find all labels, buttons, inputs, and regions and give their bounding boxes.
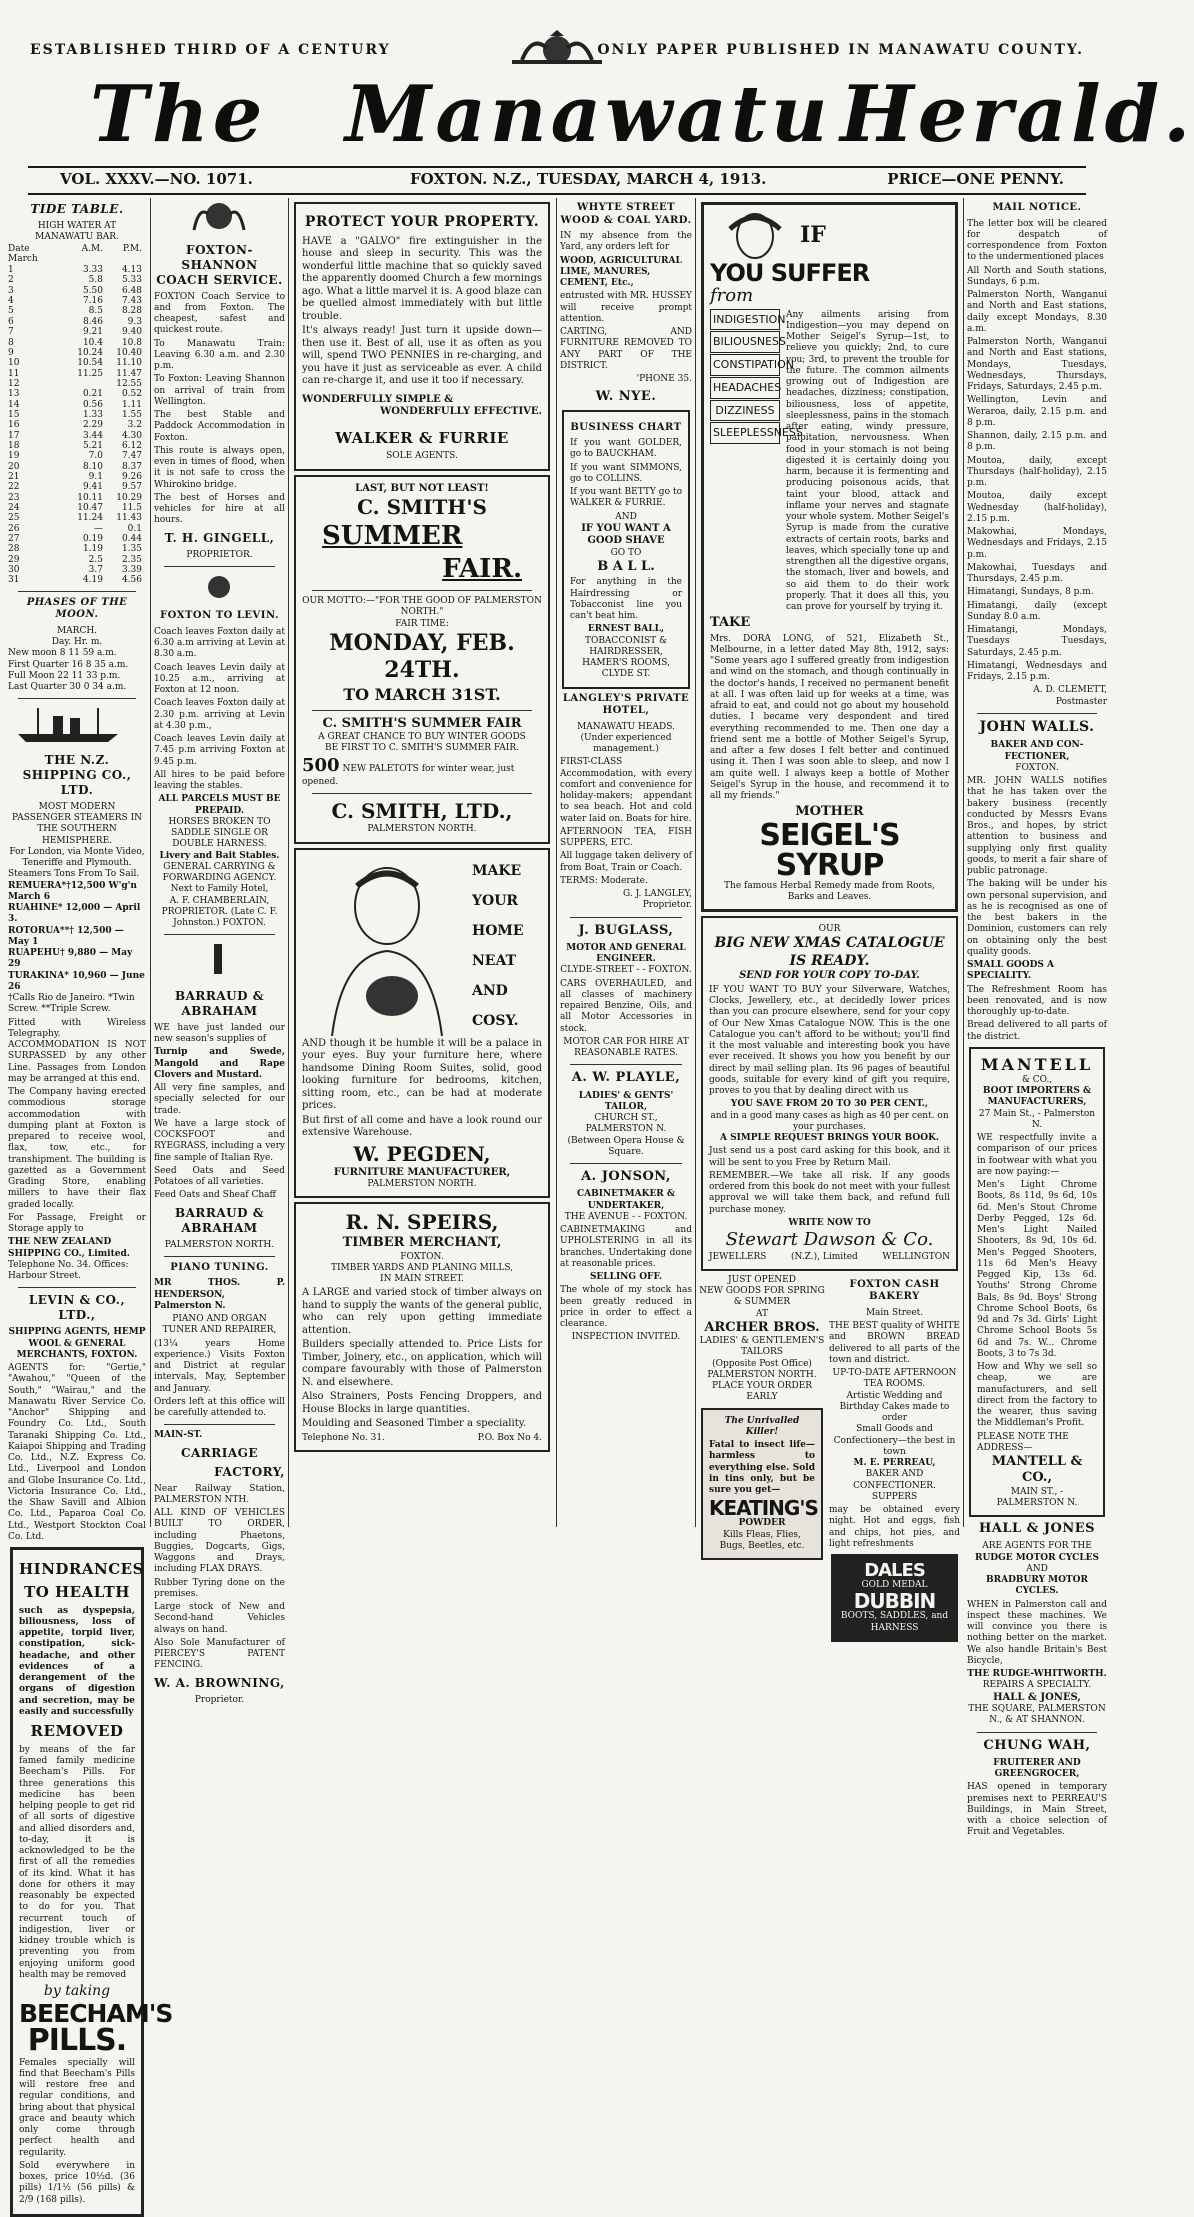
ailment-list: INDIGESTION BILIOUSNESS CONSTIPATION HEADACHES DIZZINESS SLEEPLESSNESS	[710, 308, 780, 616]
column-3	[292, 198, 552, 1527]
column-6: MAIL NOTICE. The letter box will be cleared for despatch of correspondence from Foxton to the undermentioned places All North and South stations, Sundays, 6 p.m. Palmerston North, Wanganui and North and East stations, daily except Mondays, 8.30 a.m. Palmerston North, Wanganui and North and East stations, Mondays, Tuesdays, Wednesdays, Thursdays, Fridays, Saturdays, 2.45 p.m. Wellington, Levin and Weraroa, daily, 2.15 p.m. and 8 p.m. Shannon, daily, 2.15 p.m. and 8 p.m. Moutoa, daily, except Thursdays (half-holiday), 2.15 p.m. Moutoa, daily except Wednesday (half-holiday), 2.15 p.m. Makowhai, Mondays, Wednesdays and Fridays, 2.15 p.m. Makowhai, Tuesdays and Thursdays, 2.45 p.m. Himatangi, Sundays, 8 p.m. Himatangi, daily (except Sunday 8.0 a.m. Himatangi, Mondays, Tuesdays Tuesdays, Saturdays, 2.45 p.m. Himatangi, Wednesdays and Fridays, 2.15 p.m. A. D. CLEMETT, Postmaster JOHN WALLS. BAKER AND CON- FECTIONER, FOXTON. MR. JOHN WALLS notifies that he has taken over the bakery business (recently conducted by Messrs Evans Bros., and hopes, by strict attention to business and supplying only first quality goods, to merit a fair share of public patronage. The baking will be under his own personal supervision, and as he is recognised as one of the best bakers in the Dominion, customers can rely on obtaining only the best quality goods. SMALL GOODS A SPECIALITY. The Refreshment Room has been renovated, and is now thoroughly up-to-date. Bread delivered to all parts of the district. MANTELL & CO., BOOT IMPORTERS & MANUFACTURERS, 27 Main St., - Palmerston N. WE respectfully invite a comparison of our prices in footwear with what you are now paying:— Men's Light Chrome Boots, 8s 11d, 9s 6d, 10s 6d. Men's Stout Chrome Derby Pegged, 12s 6d. Men's Light Nailed Shooters, 8s 9d, 10s 6d. Men's Pegged Shooters, 11s 6d Men's Heavy Pegged Kip, 13s 6d. Youths' Strong Chrome Bals, 8s 9d. Boys' Strong Chrome School Boots, 6s 9d and 7s 3d. Girls' Light Chrome School Boots 5s 6d and 7s. W... Chrome Boots, 3 to 7s 3d. How and Why we sell so cheap, we are manufacturers, and sell direct from the factory to the wearer, thus saving the Middleman's Profit. PLEASE NOTE THE ADDRESS— MANTELL & CO., MAIN ST., - PALMERSTON N. HALL & JONES ARE AGENTS FOR THE RUDGE MOTOR CYCLES AND BRADBURY MOTOR CYCLES. WHEN in Palmerston call and inspect these machines. We will convince you there is nothing better on the market. We also handle Britain's Best Bicycle, THE RUDGE-WHITWORTH. REPAIRS A SPECIALTY. HALL & JONES, THE SQUARE, PALMERSTON N., & AT SHANNON. CHUNG WAH, FRUITERER AND GREENGROCER, HAS opened in temporary premises next to PERREAU'S Buildings, in Main Street, with a choice selection of Fruit and Vegetables.	[967, 202, 1107, 1838]
piano-title: PIANO TUNING.	[170, 1261, 269, 1273]
tide-row: 1 3.33 4.13	[8, 265, 142, 276]
moon-row: Full Moon 22 11 33 p.m.	[8, 670, 121, 681]
hall-jones-title: HALL & JONES	[978, 1521, 1096, 1536]
tide-row: 17 3.44 4.30	[8, 430, 142, 441]
tide-row: 13 0.21 0.52	[8, 389, 142, 400]
nye-name: W. NYE.	[595, 389, 657, 405]
levin-body: AGENTS for: "Gertie," "Awahou," "Queen of the South," "Wairau," and the Manawatu River Service Co. "Anchor" Shipping and Foundry Co. Ltd., South Taranaki Shipping Co. Ltd., Kaiapoi Shipping and Trading Co. Ltd., N.Z. Express Co. Ltd., Liverpool and London and Globe Insurance Co. Ltd., Victoria Insurance Co. Ltd., the Shaw Savill and Albion Co. Ltd., Paparoa Coal Co. Ltd., Westport Stockton Coal Co. Ltd.	[8, 1363, 146, 1542]
title-the: The	[90, 69, 267, 160]
tide-heading: TIDE TABLE.	[30, 202, 124, 216]
business-chart-ad: BUSINESS CHART If you want GOLDER, go to BAUCKHAM. If you want SIMMONS, go to COLLINS. If you want BETTY go to WALKER & FURRIE. AND IF YOU WANT A GOOD SHAVE GO TO B A L L. For anything in the Hairdressing or Tobacconist line you can't beat him. ERNEST BALL, TOBACCONIST & HAIRDRESSER, HAMER'S ROOMS, CLYDE ST.	[562, 410, 690, 689]
column-rule	[150, 198, 151, 1527]
moon-row: New moon 8 11 59 a.m.	[8, 648, 117, 659]
nz-shipping-title: THE N.Z. SHIPPING CO., LTD.	[22, 752, 132, 797]
xmas-catalogue-ad: OUR BIG NEW XMAS CATALOGUE IS READY. SEND FOR YOUR COPY TO-DAY. IF YOU WANT TO BUY your Silverware, Watches, Clocks, Jewellery, etc., at decidedly lower prices than you can procure elsewhere, send for your copy of Our New Xmas Catalogue NOW. This is the one Catalogue you can't afford to be without; you'll find it the most valuable and interesting book you have ever received. It shows you how you benefit by our direct by mail selling plan. Its 96 pages of beautiful goods, suitable for every kind of gift you require, proves to you that by dealing direct with us YOU SAVE FROM 20 TO 30 PER CENT., and in a good many cases as high as 40 per cent. on your purchases. A SIMPLE REQUEST BRINGS YOUR BOOK. Just send us a post card asking for this book, and it will be sent to you Free by Return Mail. REMEMBER.—We take all risk. If any goods ordered from this book do not meet with your fullest approval we will take them back, and refund full purchase money. WRITE NOW TO Stewart Dawson & Co. JEWELLERS (N.Z.), Limited WELLINGTON	[701, 916, 958, 1271]
tide-row: 10 10.54 11.10	[8, 358, 142, 369]
nz-shipping-table-head: Steamers Tons From To Sail.	[8, 869, 140, 880]
tide-row: 21 9.1 9.26	[8, 471, 142, 482]
tide-row: 23 10.11 10.29	[8, 492, 142, 503]
tide-row: 3 5.50 6.48	[8, 285, 142, 296]
hand-pointer-icon	[154, 940, 285, 980]
cash-bakery-ad: FOXTON CASH BAKERY Main Street. THE BEST quality of WHITE and BROWN BREAD delivered to all parts of the town and district. UP-TO-DATE AFTERNOON TEA ROOMS. Artistic Wedding and Birthday Cakes made to order Small Goods and Confectionery—the best in town M. E. PERREAU, BAKER AND CONFECTIONER. SUPPERS may be obtained every night. Hot and eggs, fish and chips, hot pies, and light refreshments DALES GOLD MEDAL DUBBIN BOOTS, SADDLES, and HARNESS	[829, 1275, 960, 1646]
tide-row: 11 11.25 11.47	[8, 368, 142, 379]
column-2: FOXTON-SHANNON COACH SERVICE. FOXTON Coach Service to and from Foxton. The cheapest, safest and quickest route. To Manawatu Train: Leaving 6.30 a.m. and 2.30 p.m. To Foxton: Leaving Shannon on arrival of train from Wellington. The best Stable and Paddock Accommodation in Foxton. This route is always open, even in times of flood, when it is not safe to cross the Whirokino bridge. The best of Horses and vehicles for hire at all hours. T. H. GINGELL, PROPRIETOR. FOXTON TO LEVIN. Coach leaves Foxton daily at 6.30 a.m arriving at Levin at 8.30 a.m. Coach leaves Levin daily at 10.25 a.m., arriving at Foxton at 12 noon. Coach leaves Foxton daily at 2.30 p.m. arriving at Levin at 4.30 p.m., Coach leaves Levin daily at 7.45 p.m arriving Foxton at 9.45 p.m. All hires to be paid before leaving the stables. ALL PARCELS MUST BE PREPAID. HORSES BROKEN TO SADDLE SINGLE OR DOUBLE HARNESS. Livery and Bait Stables. GENERAL CARRYING & FORWARDING AGENCY. Next to Family Hotel, A. F. CHAMBERLAIN, PROPRIETOR. (Late C. F. Johnston.) FOXTON. BARRAUD & ABRAHAM WE have just landed our new season's supplies of Turnip and Swede, Mangold and Rape Clovers and Mustard. All very fine samples, and specially selected for our trade. We have a large stock of COCKSFOOT and RYEGRASS, including a very fine sample of Italian Rye. Seed Oats and Seed Potatoes of all varieties. Feed Oats and Sheaf Chaff BARRAUD & ABRAHAM PALMERSTON NORTH. PIANO TUNING. MR THOS. P. HENDERSON, Palmerston N. PIANO AND ORGAN TUNER AND REPAIRER, (13¼ years Home experience.) Visits Foxton and District at regular intervals, May, September and January. Orders left at this office will be carefully attended to. MAIN-ST. CARRIAGE FACTORY, Near Railway Station, PALMERSTON NTH. ALL KIND OF VEHICLES BUILT TO ORDER, including Phaetons, Buggies, Dogcarts, Gigs, Waggons and Drays, including FLAX DRAYS. Rubber Tyring done on the premises. Large stock of New and Second-hand Vehicles always on hand. Also Sole Manufacturer of PIERCEY'S PATENT FENCING. W. A. BROWNING, Proprietor.	[154, 198, 285, 1527]
tide-row: 8 10.4 10.8	[8, 337, 142, 348]
tide-header-row: Date A.M. P.M.	[8, 243, 142, 254]
nz-shipping-body: Fitted with Wireless Telegraphy. ACCOMMODATION IS NOT SURPASSED by any other Line. Passages from London may be arranged at this end.	[8, 1017, 146, 1084]
mail-row: Wellington, Levin and Weraroa, daily, 2.15 p.m. and 8 p.m.	[967, 395, 1107, 428]
column-rule	[556, 198, 557, 1527]
moon-row: Last Quarter 30 0 34 a.m.	[8, 682, 127, 692]
tide-row: 5 8.5 8.28	[8, 306, 142, 317]
moon-cols: Day. Hr. m.	[51, 637, 103, 647]
sailing-row: TURAKINA* 10,960 — June 26	[8, 970, 145, 992]
barraud-title: BARRAUD & ABRAHAM	[174, 988, 265, 1018]
nz-shipping-body-2: The Company having erected commodious storage accommodation with dumping plant at Foxton is prepared to receive wool, flax, tow, etc., for transhipment. The building is gazetted as a Government Grading Store, enabling millers to have their flax graded locally.	[8, 1087, 146, 1210]
nz-shipping-apply: For Passage, Freight or Storage apply to	[8, 1212, 146, 1234]
mail-row: Himatangi, Wednesdays and Fridays, 2.15 p.m.	[967, 660, 1107, 682]
tide-row: 20 8.10 8.37	[8, 461, 142, 472]
column-rule	[963, 198, 964, 1527]
tide-row: 15 1.33 1.55	[8, 409, 142, 420]
dales-dubbin-ad: DALES GOLD MEDAL DUBBIN BOOTS, SADDLES, and HARNESS	[831, 1554, 958, 1642]
tide-row: 28 1.19 1.35	[8, 544, 142, 555]
column-rule	[695, 198, 696, 1527]
john-walls-title: JOHN WALLS.	[979, 718, 1095, 735]
seigels-syrup-brand: SEIGEL'S SYRUP	[759, 817, 900, 883]
nz-shipping-tel: Telephone No. 34. Offices: Harbour Street.	[8, 1259, 129, 1281]
moon-month: MARCH.	[56, 625, 98, 636]
title-manawatu: Manawatu	[345, 69, 832, 160]
chung-wah-title: CHUNG WAH,	[983, 1737, 1091, 1753]
mail-row: Himatangi, Sundays, 8 p.m.	[967, 587, 1094, 598]
coach-title: FOXTON-SHANNON COACH SERVICE.	[156, 242, 283, 287]
levin-title: LEVIN & CO., LTD.,	[28, 1293, 126, 1323]
tide-table	[8, 265, 146, 586]
mail-row: Shannon, daily, 2.15 p.m. and 8 p.m.	[967, 431, 1107, 453]
tide-row: 7 9.21 9.40	[8, 327, 142, 338]
man-pointing-illustration	[302, 856, 472, 1036]
mail-row: Palmerston North, Wanganui and North and East stations, Mondays, Tuesdays, Wednesdays, Thursdays, Fridays, Saturdays, 2.45 p.m.	[967, 337, 1107, 392]
nz-shipping-route: For London, via Monte Video, Teneriffe and Plymouth.	[9, 846, 145, 868]
tide-row: 30 3.7 3.39	[8, 565, 142, 576]
tide-row: 16 2.29 3.2	[8, 420, 142, 431]
keatings-ad: The Unrivalled Killer! Fatal to insect life—harmless to everything else. Sold in tins only, but be sure you get— KEATING'S POWDER Kills Fleas, Flies, Bugs, Beetles, etc.	[701, 1408, 823, 1561]
tide-row: 22 9.41 9.57	[8, 482, 142, 493]
sailing-row: ROTORUA**† 12,500 — May 1	[8, 925, 124, 947]
mail-row: Makowhai, Tuesdays and Thursdays, 2.45 p.m.	[967, 562, 1107, 584]
royal-arms-icon	[154, 198, 285, 234]
mail-row: Makowhai, Mondays, Wednesdays and Fridays, 2.15 p.m.	[967, 527, 1107, 560]
tide-row: 4 7.16 7.43	[8, 296, 142, 307]
sailing-row: REMUERA*†12,500 W'g'n March 6	[8, 880, 137, 902]
tide-row: 14 0.56 1.11	[8, 399, 142, 410]
established-line: ESTABLISHED THIRD OF A CENTURY	[30, 42, 391, 58]
column-4: WHYTE STREET WOOD & COAL YARD. IN my absence from the Yard, any orders left for WOOD, AGRICULTURAL LIME, MANURES, CEMENT, Etc., entrusted with MR. HUSSEY will receive prompt attention. CARTING, AND FURNITURE REMOVED TO ANY PART OF THE DISTRICT. 'PHONE 35. W. NYE. BUSINESS CHART If you want GOLDER, go to BAUCKHAM. If you want SIMMONS, go to COLLINS. If you want BETTY go to WALKER & FURRIE. AND IF YOU WANT A GOOD SHAVE GO TO B A L L. For anything in the Hairdressing or Tobacconist line you can't beat him. ERNEST BALL, TOBACCONIST & HAIRDRESSER, HAMER'S ROOMS, CLYDE ST. LANGLEY'S PRIVATE HOTEL, MANAWATU HEADS. (Under experienced management.) FIRST-CLASS Accommodation, with every comfort and convenience for holiday-makers; appendant to sea beach. Hot and cold water laid on. Boats for hire. AFTERNOON TEA, FISH SUPPERS, ETC. All luggage taken delivery of from Boat, Train or Coach. TERMS: Moderate. G. J. LANGLEY, Proprietor. J. BUGLASS, MOTOR AND GENERAL ENGINEER. CLYDE-STREET - - FOXTON. CARS OVERHAULED, and all classes of machinery repaired Benzine, Oils, and all Motor Accessories in stock. MOTOR CAR FOR HIRE AT REASONABLE RATES. A. W. PLAYLE, LADIES' & GENTS' TAILOR, CHURCH ST., PALMERSTON N. (Between Opera House & Square. A. JONSON, CABINETMAKER & UNDERTAKER, THE AVENUE - - FOXTON. CABINETMAKING and UPHOLSTERING in all its branches. Undertaking done at reasonable prices. SELLING OFF. The whole of my stock has been greatly reduced in price in order to effect a clearance. INSPECTION INVITED.	[560, 202, 692, 1343]
tide-row: 6 8.46 9.3	[8, 316, 142, 327]
column-rule	[288, 198, 289, 1527]
tide-row: 25 11.24 11.43	[8, 513, 142, 524]
mail-notice-title: MAIL NOTICE.	[992, 202, 1082, 213]
beecham-ad: HINDRANCES TO HEALTH such as dyspepsia, biliousness, loss of appetite, torpid liver, constipation, sick-headache, and other evidences of a derangement of the organs of digestion and secretion, may be easily and successfully REMOVED by means of the far famed family medicine Beecham's Pills. For three generations this medicine has been helping people to get rid of all sorts of digestive and allied disorders and, to-day, it is acknowledged to be the first of all the remedies of its kind. What it has done for others it may reasonably be expected to do for you. That recurrent touch of indigestion, liver or kidney trouble which is preventing you from enjoying uniform good health may be removed by taking BEECHAM'S PILLS. Females specially will find that Beecham's Pills will restore free and regular conditions, and bring about that physical grace and beauty which only come through perfect health and regularity. Sold everywhere in boxes, price 10½d. (36 pills) 1/1½ (56 pills) & 2/9 (168 pills).	[10, 1547, 144, 2217]
mail-row: Moutoa, daily, except Thursdays (half-holiday), 2.15 p.m.	[967, 455, 1107, 488]
masthead-rule-bottom	[28, 193, 1086, 195]
carriage-title: CARRIAGE	[180, 1445, 259, 1460]
nz-shipping-company: THE NEW ZEALAND SHIPPING CO., Limited.	[8, 1237, 130, 1259]
beechams-brand: BEECHAM'S	[19, 1998, 173, 2028]
column-5	[699, 198, 960, 1633]
tide-row: 31 4.19 4.56	[8, 575, 142, 586]
column-1	[8, 198, 173, 2205]
tide-row: 12 12.55	[8, 378, 142, 389]
nz-shipping-sub: MOST MODERN PASSENGER STEAMERS IN THE SOUTHERN HEMISPHERE.	[12, 801, 142, 846]
only-paper-line: ONLY PAPER PUBLISHED IN MANAWATU COUNTY.	[597, 42, 1084, 58]
pegden-ad: MAKE YOUR HOME NEAT AND COSY. AND though it be humble it will be a palace in your eyes. Buy your furniture here, where handsome Dining Room Suites, solid, good looking furniture for bedrooms, kitchen, sitting room, etc., can be had at moderate prices. But first of all come and have a look round our extensive Warehouse. W. PEGDEN, FURNITURE MANUFACTURER, PALMERSTON NORTH.	[294, 848, 550, 1199]
steamship-icon	[8, 704, 128, 744]
coat-of-arms-icon	[502, 30, 612, 66]
moon-row: First Quarter 16 8 35 a.m.	[8, 659, 129, 670]
tide-row: 2 5.8 5.33	[8, 275, 142, 286]
levin-sub: SHIPPING AGENTS, HEMP WOOL & GENERAL MERCHANTS, FOXTON.	[8, 1327, 146, 1360]
tide-row: 19 7.0 7.47	[8, 451, 142, 462]
title-herald: Herald.	[840, 69, 1194, 160]
moon-heading: PHASES OF THE MOON.	[26, 596, 128, 621]
masthead-title	[0, 69, 1194, 160]
archer-bros-ad: JUST OPENED NEW GOODS FOR SPRING & SUMMER AT ARCHER BROS. LADIES' & GENTLEMEN'S TAILORS (Opposite Post Office) PALMERSTON NORTH. PLACE YOUR ORDER EARLY The Unrivalled Killer! Fatal to insect life—harmless to everything else. Sold in tins only, but be sure you get— KEATING'S POWDER Kills Fleas, Flies, Bugs, Beetles, etc.	[699, 1275, 825, 1646]
mail-row: All North and South stations, Sundays, 6 p.m.	[967, 265, 1107, 287]
speirs-ad: R. N. SPEIRS, TIMBER MERCHANT, FOXTON. TIMBER YARDS AND PLANING MILLS, IN MAIN STREET. A LARGE and varied stock of timber always on hand to supply the wants of the general public, who can rely upon getting immediate attention. Builders specially attended to. Price Lists for Timber, Joinery, etc., on application, which will compare favourably with those of Palmerston N. and elsewhere. Also Strainers, Posts Fencing Droppers, and House Blocks in large quantities. Moulding and Seasoned Timber a speciality. Telephone No. 31. P.O. Box No 4.	[294, 1202, 550, 1452]
mail-row: Moutoa, daily except Wednesday (half-holiday), 2.15 p.m.	[967, 491, 1107, 524]
tide-row: 9 10.24 10.40	[8, 347, 142, 358]
mail-schedule	[967, 266, 1107, 684]
tide-row: 27 0.19 0.44	[8, 534, 142, 545]
price: PRICE—ONE PENNY.	[887, 170, 1064, 188]
sailing-notes: †Calls Rio de Janeiro. *Twin Screw. **Triple Screw.	[8, 993, 135, 1015]
masthead-rule-top	[28, 166, 1086, 168]
volume-number: VOL. XXXV.—NO. 1071.	[60, 170, 253, 188]
mantell-ad: MANTELL & CO., BOOT IMPORTERS & MANUFACTURERS, 27 Main St., - Palmerston N. WE respectfully invite a comparison of our prices in footwear with what you are now paying:— Men's Light Chrome Boots, 8s 11d, 9s 6d, 10s 6d. Men's Stout Chrome Derby Pegged, 12s 6d. Men's Light Nailed Shooters, 8s 9d, 10s 6d. Men's Pegged Shooters, 11s 6d Men's Heavy Pegged Kip, 13s 6d. Youths' Strong Chrome Bals, 8s 9d. Boys' Strong Chrome School Boots, 6s 9d and 7s 3d. Girls' Light Chrome School Boots 5s 6d and 7s. W... Chrome Boots, 3 to 7s 3d. How and Why we sell so cheap, we are manufacturers, and sell direct from the factory to the wearer, thus saving the Middleman's Profit. PLEASE NOTE THE ADDRESS— MANTELL & CO., MAIN ST., - PALMERSTON N.	[969, 1047, 1105, 1517]
royal-arms-icon	[154, 572, 285, 602]
seigels-syrup-ad: IF YOU SUFFER from INDIGESTION BILIOUSNESS CONSTIPATION HEADACHES DIZZINESS SLEEPLESSNESS Any ailments arising from Indigestion—you may depend on Mother Seigel's Syrup—1st, to relieve you quickly; 2nd, to cure you; 3rd, to prevent the trouble for the future. The common ailments growing out of Indigestion are headaches, dizziness; constipation, biliousness, loss of appetite, sleeplessness, pains in the stomach after eating, windy pressure, palpitation, nervousness. When food in your stomach is not being digested it is certainly doing you harm, because it is fermenting and producing poisonous acids, that taint your blood, attack and inflame your nerves and stagnate your whole system. Mother Seigel's Syrup is made from the curative extracts of certain roots, barks and leaves, which specially tone up and strengthen all the digestive organs, the stomach, liver and bowels, and so aid them to do their work properly. That it does all this, you can prove for yourself by trying it. TAKE Mrs. DORA LONG, of 521, Elizabeth St., Melbourne, in a letter dated May 8th, 1912, says: "Some years ago I suffered greatly from indigestion and wind on the stomach, and though continually in the doctor's hands, I received no permanent benefit at all. I was often laid up for weeks at a time, was afraid to eat, and could not go about my household duties. I became very despondent and tired everything recommended to me. Then one day a friend sent me a bottle of Mother Seigel's Syrup, and after a few doses I felt better and continued using it. Then I was soon able to sleep, and now I am quite well. I always keep a bottle of Mother Seigel's Syrup in the house, and recommend it to all my friends." MOTHER SEIGEL'S SYRUP The famous Herbal Remedy made from Roots, Barks and Leaves.	[701, 202, 958, 912]
smith-summer-fair-ad: LAST, BUT NOT LEAST! C. SMITH'S SUMMER FAIR. OUR MOTTO:—"FOR THE GOOD OF PALMERSTON NORTH." FAIR TIME: MONDAY, FEB. 24TH. TO MARCH 31ST. C. SMITH'S SUMMER FAIR A GREAT CHANCE TO BUY WINTER GOODS BE FIRST TO C. SMITH'S SUMMER FAIR. 500 NEW PALETOTS for winter wear, just opened. C. SMITH, LTD., PALMERSTON NORTH.	[294, 475, 550, 844]
mail-row: Himatangi, daily (except Sunday 8.0 a.m.	[967, 600, 1107, 622]
sailing-row: RUAHINE* 12,000 — April 3.	[8, 903, 141, 925]
protect-property-ad: PROTECT YOUR PROPERTY. HAVE a "GALVO" fire extinguisher in the house and sleep in security. This was the wonderful little machine that so quickly saved the apparently doomed Church a few mornings ago. What a little marvel it is. A good blaze can be quelled almost immediately with but little trouble. It's always ready! Just turn it upside down—then use it. Best of all, use it as often as you will, spend TWO PENNIES in re-charging, and you have it just as serviceable as ever. A child can re-charge it, and use it too if necessary. WONDERFULLY SIMPLE & WONDERFULLY EFFECTIVE. WALKER & FURRIE SOLE AGENTS.	[294, 202, 550, 471]
tide-row: 29 2.5 2.35	[8, 554, 142, 565]
dateline	[30, 170, 1084, 192]
tide-row: 18 5.21 6.12	[8, 440, 142, 451]
sailing-row: RUAPEHU† 9,880 — May 29	[8, 948, 133, 970]
tide-month: March	[8, 253, 38, 264]
tide-row: 24 10.47 11.5	[8, 503, 142, 513]
tide-subheading: HIGH WATER AT MANAWATU BAR.	[35, 221, 119, 243]
place-date: FOXTON. N.Z., TUESDAY, MARCH 4, 1913.	[410, 170, 767, 188]
mail-row: Himatangi, Mondays, Tuesdays Tuesdays, Saturdays, 2.45 p.m.	[967, 625, 1107, 658]
mail-row: Palmerston North, Wanganui and North and East stations, daily except Mondays, 8.30 a.m.	[967, 290, 1107, 334]
levin-coach-title: FOXTON TO LEVIN.	[160, 610, 279, 622]
coach-proprietor: T. H. GINGELL,	[164, 530, 275, 545]
tide-row: 26 — 0.1	[8, 523, 142, 534]
woman-portrait-illustration	[710, 211, 800, 261]
masthead-strip	[30, 30, 1084, 66]
